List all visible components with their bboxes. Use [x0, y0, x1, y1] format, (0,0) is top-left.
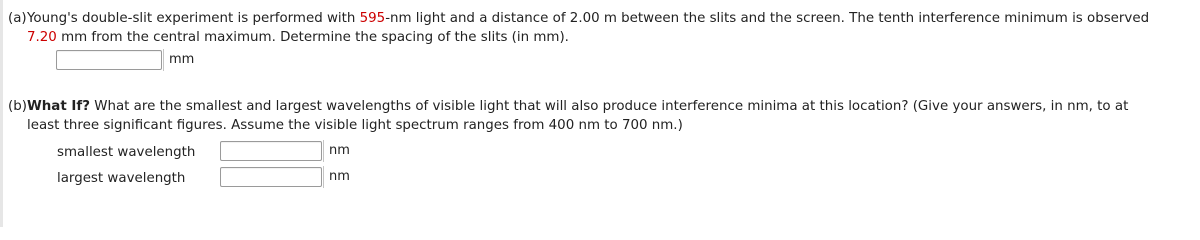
largest-wavelength-unit: nm [323, 166, 350, 188]
smallest-wavelength-input[interactable] [220, 141, 322, 161]
question-part-a [8, 9, 1188, 47]
distance-value: 7.20 [27, 30, 57, 45]
smallest-wavelength-label: smallest wavelength [57, 145, 196, 160]
part-b-text-line2: least three significant figures. Assume the visible light spectrum ranges from 400 nm to 700 nm.) [27, 118, 683, 133]
largest-wavelength-label: largest wavelength [57, 171, 186, 186]
slit-spacing-input[interactable] [56, 50, 162, 70]
part-b-text-line1: What are the smallest and largest wavelengths of visible light that will also produce interference minima at this location? (Give your answers, in nm, to at [89, 99, 1129, 114]
part-a-text-2: -nm light and a distance of 2.00 m between the slits and the screen. The tenth interference minimum is observed [385, 11, 1150, 26]
part-a-label: (a) [8, 11, 27, 26]
part-a-text [27, 9, 1188, 47]
part-a-text-1: Young's double-slit experiment is performed with [27, 11, 360, 26]
left-border [0, 0, 3, 227]
what-if-label: What If? [27, 99, 90, 114]
part-b-label: (b) [8, 99, 27, 114]
part-b-text [27, 97, 1188, 135]
question-part-b [8, 97, 1188, 135]
smallest-wavelength-unit: nm [323, 140, 350, 162]
wavelength-value: 595 [359, 11, 386, 26]
part-a-text-3: mm from the central maximum. Determine the spacing of the slits (in mm). [56, 30, 569, 45]
slit-spacing-unit: mm [163, 49, 194, 71]
largest-wavelength-input[interactable] [220, 167, 322, 187]
